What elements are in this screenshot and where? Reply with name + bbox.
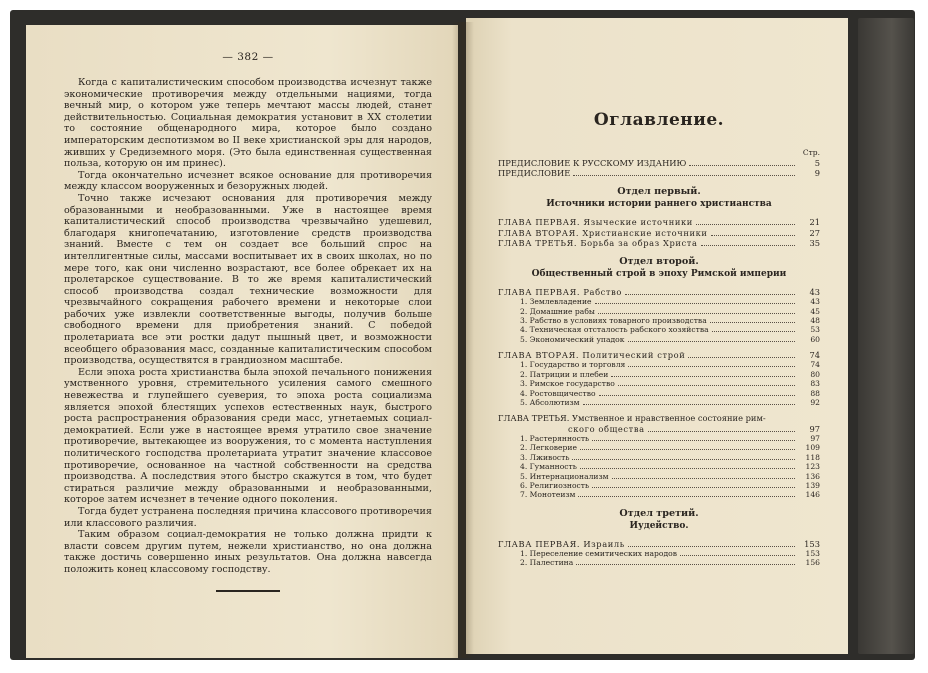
book-cover-edge	[858, 18, 914, 654]
toc-chapter: ГЛАВА ВТОРАЯ. Христианские источники 27	[498, 227, 820, 238]
toc-chapter: ГЛАВА ПЕРВАЯ. Языческие источники 21	[498, 217, 820, 228]
toc-subentry: 3. Лживость 118	[520, 452, 820, 462]
right-page	[466, 18, 848, 654]
toc-chapter: ГЛАВА ПЕРВАЯ. Рабство 43	[498, 287, 820, 298]
toc-chapter-line: ГЛАВА ТРЕТЬЯ. Умственное и нравственное состояние рим-	[498, 413, 766, 424]
section-title: Отдел первый.	[617, 186, 701, 198]
toc-title: Оглавление.	[593, 110, 725, 130]
paragraph: Когда с капиталистическим способом производства исчезнут также экономические противоречия между отдельными нациями, тогда вечный мир, о котором уже теперь мечтают массы людей, станет действительностью. Социальная демократия установит в XX столетии то состояние общенародного мира, которое было создано императорским деспотизмом во II веке христианской эры для народов, живших у Средиземного моря. (Это была единственная существенная польза, которую он им принес).	[64, 77, 432, 170]
toc-subentry: 5. Абсолютизм 92	[520, 398, 820, 408]
toc-chapter: ского общества 97	[568, 423, 820, 434]
toc-subentry: 1. Растерянность 97	[520, 433, 820, 443]
toc-chapter: ГЛАВА ВТОРАЯ. Политический строй 74	[498, 350, 820, 361]
toc-subentry: 2. Патриции и плебеи 80	[520, 369, 820, 379]
toc-entry: ПРЕДИСЛОВИЕ 9	[498, 168, 820, 179]
section-subtitle: Общественный строй в эпоху Римской империи	[531, 269, 787, 280]
section-title: Отдел второй.	[619, 256, 699, 268]
toc-subentry: 1. Землевладение 43	[520, 297, 820, 307]
toc-subentry: 4. Ростовщичество 88	[520, 388, 820, 398]
paragraph: Тогда будет устранена последняя причина классового противоречия или классового различия.	[64, 505, 432, 529]
toc-chapter: ГЛАВА ПЕРВАЯ. Израиль 153	[498, 538, 820, 549]
toc-subentry: 2. Легковерие 109	[520, 443, 820, 453]
book-gutter	[452, 22, 474, 658]
paragraph: Таким образом социал-демократия не только должна придти к власти совсем другим путем, нежели христианство, но она должна также достичь совершенно иных результатов. Она должна навсегда положить конец классовому господству.	[64, 529, 432, 575]
end-rule	[216, 590, 280, 592]
toc-subentry: 2. Палестина 156	[520, 558, 820, 568]
toc-subentry: 6. Религиозность 139	[520, 480, 820, 490]
toc-subentry: 5. Интернационализм 136	[520, 471, 820, 481]
page-number: — 382 —	[222, 51, 274, 63]
page-column-label: Стр.	[802, 148, 820, 157]
toc-subentry: 3. Римское государство 83	[520, 379, 820, 389]
paragraph: Точно также исчезают основания для противоречия между образованными и необразованными. Уже в настоящее время капиталистический способ производства чрезвычайно удешевил, благодаря книгопечатанию, изготовление средств производства знаний. Вместе с тем он создает все больший спрос на интеллигентные силы, массами воспитывает их в своих школах, но по мере того, как они численно возрастают, все более обрекает их на пролетарское существование. В то же время капиталистический способ производства создал технические возможности для чрезвычайного сокращения рабочего времени и некоторые слои рабочих уже извлекли соответственные выгоды, получив больше свободного времени для приобретения знаний. С победой пролетариата все эти ростки дадут пышный цвет, и возможности всеобщего образования масс, созданные капиталистическим способом производства, осуществятся в грандиозном масштабе.	[64, 192, 432, 367]
paragraph: Тогда окончательно исчезнет всякое основание для противоречия между классом вооруженных и безоружных людей.	[64, 169, 432, 193]
toc-chapter: ГЛАВА ТРЕТЬЯ. Борьба за образ Христа 35	[498, 237, 820, 248]
toc-subentry: 1. Государство и торговля 74	[520, 360, 820, 370]
toc-subentry: 7. Монотеизм 146	[520, 490, 820, 500]
left-page	[26, 25, 458, 658]
toc-subentry: 5. Экономический упадок 60	[520, 334, 820, 344]
toc-subentry: 4. Гуманность 123	[520, 462, 820, 472]
toc-entry: ПРЕДИСЛОВИЕ К РУССКОМУ ИЗДАНИЮ 5	[498, 158, 820, 168]
section-subtitle: Иудейство.	[629, 520, 689, 531]
toc-subentry: 1. Переселение семитических народов 153	[520, 548, 820, 558]
toc-subentry: 3. Рабство в условиях товарного производства 48	[520, 316, 820, 326]
toc-subentry: 2. Домашние рабы 45	[520, 306, 820, 316]
section-subtitle: Источники истории раннего христианства	[546, 199, 772, 210]
section-title: Отдел третий.	[619, 507, 699, 519]
paragraph: Если эпоха роста христианства была эпохой печального понижения умственного уровня, стремительного усиления самого смешного невежества и глупейшего суеверия, то эпоха роста социализма является эпохой блестящих успехов естественных наук, быстрого роста распространения образования среди масс, угнетаемых социал-демократией. Если уже в настоящее время утратило свое значение противоречие, вытекающее из вооружения, то с момента наступления политического господства пролетариата утратит значение классовое противоречие, основанное на частной собственности на средства производства. А последствия этого быстро скажутся в том, что будет стираться различие между образованными и необразованными, которое затем исчезнет в течение одного поколения.	[64, 366, 432, 506]
toc-subentry: 4. Техническая отсталость рабского хозяйства 53	[520, 325, 820, 335]
